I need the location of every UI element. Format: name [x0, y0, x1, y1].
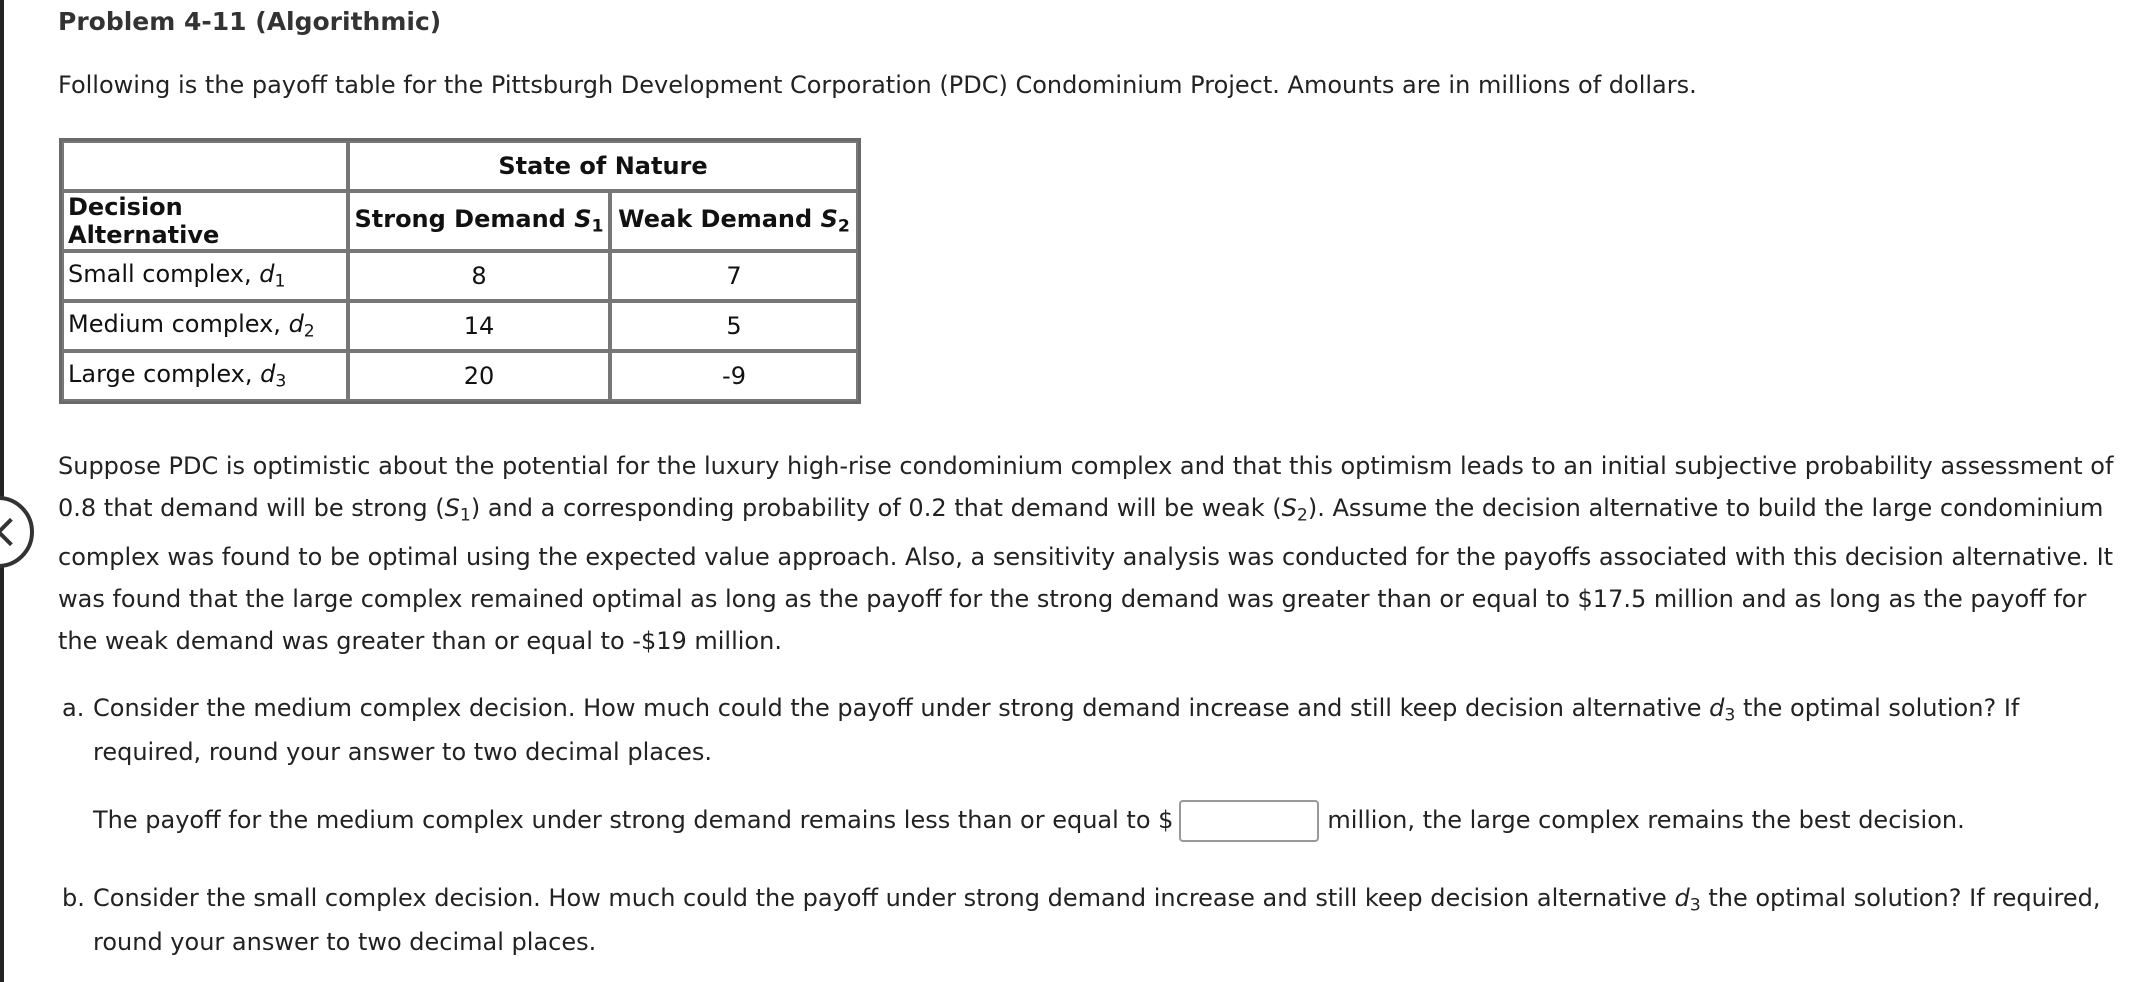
collapse-panel-button[interactable]: [0, 496, 34, 568]
weak-demand-header: Weak Demand $S_2$: [610, 191, 858, 251]
question-letter: b.: [62, 884, 85, 912]
chevron-left-icon: [0, 518, 24, 546]
payoff-table: [59, 138, 861, 404]
row-label: Large complex, $d_3$: [62, 351, 348, 401]
question-a: [58, 690, 2128, 771]
intro-text: Following is the payoff table for the Pittsburgh Development Corporation (PDC) Condominium Project. Amounts are in millions of dollars.: [58, 71, 1697, 99]
strong-demand-value: 20: [348, 351, 610, 401]
answer-suffix: million, the large complex remains the best decision.: [1327, 806, 1965, 834]
row-label: Small complex, $d_1$: [62, 251, 348, 301]
problem-title: Problem 4-11 (Algorithmic): [58, 7, 442, 36]
strong-demand-value: 8: [348, 251, 610, 301]
question-letter: a.: [62, 694, 85, 722]
question-b: [58, 880, 2128, 961]
table-row: [62, 301, 858, 351]
state-of-nature-header: State of Nature: [348, 141, 858, 191]
empty-header-cell: [62, 141, 348, 191]
answer-line-a: [93, 798, 1965, 842]
weak-demand-value: -9: [610, 351, 858, 401]
scenario-paragraph: Suppose PDC is optimistic about the potential for the luxury high-rise condominium complex and that this optimism leads to an initial subjective probability assessment of 0.8 that demand will be strong $(S_1)$ and a corresponding probability of 0.2 that demand will be weak $(S_2)$. Assume the decision alternative to build the large condominium complex was found to be optimal using the expected value approach. Also, a sensitivity analysis was conducted for the payoffs associated with this decision alternative. It was found that the large complex remained optimal as long as the payoff for the strong demand was greater than or equal to $17.5 million and as long as the payoff for the weak demand was greater than or equal to -$19 million.: [58, 452, 2114, 656]
table-row: [62, 251, 858, 301]
question-text: Consider the small complex decision. How much could the payoff under strong demand increase and still keep decision alternative $d_3$ the optimal solution? If required, round your answer to two decimal places.: [93, 884, 2101, 957]
row-label: Medium complex, $d_2$: [62, 301, 348, 351]
strong-demand-header: Strong Demand $S_1$: [348, 191, 610, 251]
weak-demand-value: 7: [610, 251, 858, 301]
answer-input-a[interactable]: [1179, 800, 1319, 842]
table-column-header-row: [62, 191, 858, 251]
answer-prefix: The payoff for the medium complex under strong demand remains less than or equal to $: [93, 806, 1174, 834]
table-row: [62, 351, 858, 401]
table-group-header-row: [62, 141, 858, 191]
question-text: Consider the medium complex decision. How much could the payoff under strong demand increase and still keep decision alternative $d_3$ the optimal solution? If required, round your answer to two decimal places.: [93, 694, 2020, 767]
decision-alternative-header: Decision Alternative: [62, 191, 348, 251]
weak-demand-value: 5: [610, 301, 858, 351]
left-border: [0, 0, 4, 982]
strong-demand-value: 14: [348, 301, 610, 351]
